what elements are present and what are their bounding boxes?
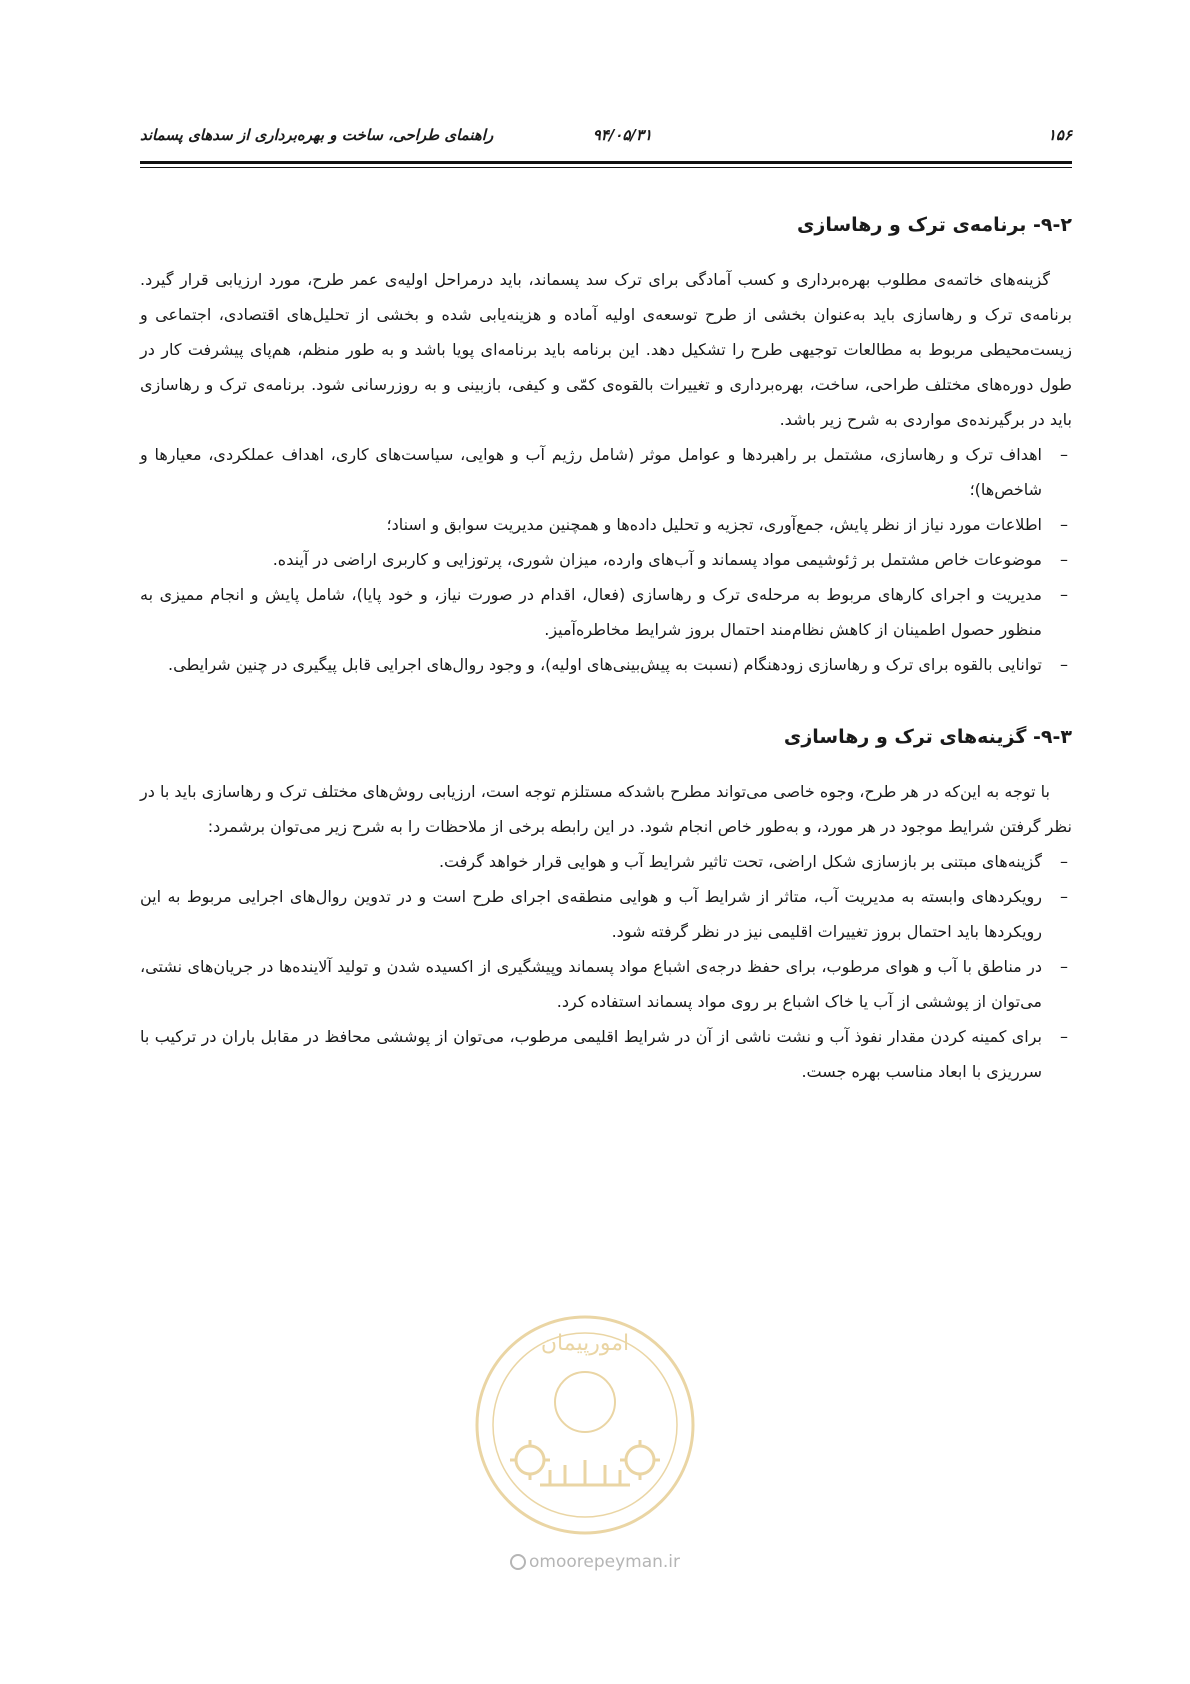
page-content bbox=[140, 210, 1072, 1089]
list-item bbox=[140, 577, 1072, 647]
header-rule-thick bbox=[140, 161, 1072, 164]
list-item bbox=[140, 507, 1072, 542]
list-item-text: مدیریت و اجرای کارهای مربوط به مرحله‌ی ترک و رهاسازی (فعال، اقدام در صورت نیاز، و خود پایا)، شامل پایش و انجام ممیزی به منظور حصول اطمینان از کاهش نظام‌مند احتمال بروز شرایط مخاطره‌آمیز. bbox=[140, 585, 1042, 639]
at-icon bbox=[510, 1554, 526, 1570]
watermark-site: omoorepeyman.ir bbox=[528, 1552, 681, 1572]
list-item-text: توانایی بالقوه برای ترک و رهاسازی زودهنگام (نسبت به پیش‌بینی‌های اولیه)، و وجود روال‌های اجرایی قابل پیگیری در چنین شرایطی. bbox=[168, 655, 1042, 674]
bullet-dash: – bbox=[1060, 852, 1068, 871]
bullet-dash: – bbox=[1060, 655, 1068, 674]
list-item bbox=[140, 1019, 1072, 1089]
seal-lettering: امورپیمان bbox=[540, 1331, 630, 1356]
section-paragraph: گزینه‌های خاتمه‌ی مطلوب بهره‌برداری و کسب آمادگی برای ترک سد پسماند، باید درمراحل اولیه‌ی عمر طرح، مورد ارزیابی قرار گیرد. برنامه‌ی ترک و رهاسازی باید به‌عنوان بخشی از طرح توسعه‌ی اولیه آماده و هزینه‌یابی شده و بخشی از تحلیل‌های اقتصادی، اجتماعی و زیست‌محیطی مربوط به مطالعات توجیهی طرح را تشکیل دهد. این برنامه باید برنامه‌ای پویا باشد و به طور منظم، هم‌پای پیشرفت کار در طول دوره‌های مختلف طراحی، ساخت، بهره‌برداری و تغییرات بالقوه‌ی کمّی و کیفی، بازبینی و به روزرسانی شود. برنامه‌ی ترک و رهاسازی باید در برگیرنده‌ی مواردی به شرح زیر باشد. bbox=[140, 270, 1072, 429]
bullet-dash: – bbox=[1060, 550, 1068, 569]
header-date: ۹۴/۰۵/۳۱ bbox=[592, 126, 652, 144]
section-heading-closure-plan: ۹-۲- برنامه‌ی ترک و رهاسازی bbox=[797, 214, 1072, 236]
running-title: راهنمای طراحی، ساخت و بهره‌برداری از سدهای پسماند bbox=[140, 126, 494, 144]
bullet-dash: – bbox=[1060, 887, 1068, 906]
section-paragraph: با توجه به این‌که در هر طرح، وجوه خاصی می‌تواند مطرح باشدکه مستلزم توجه است، ارزیابی روش‌های مختلف ترک و رهاسازی باید با در نظر گرفتن شرایط موجود در هر مورد، و به‌طور خاص انجام شود. در این رابطه برخی از ملاحظات را به شرح زیر می‌توان برشمرد: bbox=[140, 782, 1072, 836]
list-item bbox=[140, 437, 1072, 507]
bullet-dash: – bbox=[1060, 957, 1068, 976]
list-item-text: در مناطق با آب و هوای مرطوب، برای حفظ درجه‌ی اشباع مواد پسماند وپیشگیری از اکسیده شدن و تولید آلاینده‌ها در جریان‌های نشتی، می‌توان از پوششی از آب یا خاک اشباع بر روی مواد پسماند استفاده کرد. bbox=[140, 957, 1042, 1011]
bullet-dash: – bbox=[1060, 585, 1068, 604]
list-item-text: اهداف ترک و رهاسازی، مشتمل بر راهبردها و عوامل موثر (شامل رژیم آب و هوایی، سیاست‌های کاری، اهداف عملکردی، معیارها و شاخص‌ها)؛ bbox=[140, 445, 1042, 499]
list-item bbox=[140, 844, 1072, 879]
list-item-text: اطلاعات مورد نیاز از نظر پایش، جمع‌آوری، تجزیه و تحلیل داده‌ها و همچنین مدیریت سوابق و اسناد؛ bbox=[386, 515, 1042, 534]
list-item-text: گزینه‌های مبتنی بر بازسازی شکل اراضی، تحت تاثیر شرایط آب و هوایی قرار خواهد گرفت. bbox=[438, 852, 1042, 871]
list-item bbox=[140, 647, 1072, 682]
bullet-dash: – bbox=[1060, 515, 1068, 534]
list-item bbox=[140, 879, 1072, 949]
list-item-text: رویکردهای وابسته به مدیریت آب، متاثر از شرایط آب و هوایی منطقه‌ی اجرای طرح است و در تدوین روال‌های اجرایی مربوط به این رویکردها باید احتمال بروز تغییرات اقلیمی نیز در نظر گرفته شود. bbox=[140, 887, 1042, 941]
watermark-seal-icon bbox=[470, 1310, 700, 1540]
bullet-list bbox=[140, 437, 1072, 682]
header-rule-thin bbox=[140, 167, 1072, 168]
bullet-list bbox=[140, 844, 1072, 1089]
footer-watermark bbox=[0, 1552, 1190, 1572]
bullet-dash: – bbox=[1060, 445, 1068, 464]
list-item-text: موضوعات خاص مشتمل بر ژئوشیمی مواد پسماند و آب‌های وارده، میزان شوری، پرتوزایی و کاربری اراضی در آینده. bbox=[272, 550, 1042, 569]
page-number: ۱۵۶ bbox=[1047, 126, 1072, 144]
list-item bbox=[140, 949, 1072, 1019]
list-item bbox=[140, 542, 1072, 577]
bullet-dash: – bbox=[1060, 1027, 1068, 1046]
section-heading-closure-options: ۹-۳- گزینه‌های ترک و رهاسازی bbox=[783, 726, 1072, 748]
list-item-text: برای کمینه کردن مقدار نفوذ آب و نشت ناشی از آن در شرایط اقلیمی مرطوب، می‌توان از پوششی محافظ در مقابل باران در ترکیب با سرریزی با ابعاد مناسب بهره جست. bbox=[140, 1027, 1042, 1081]
page-header bbox=[140, 126, 1072, 166]
